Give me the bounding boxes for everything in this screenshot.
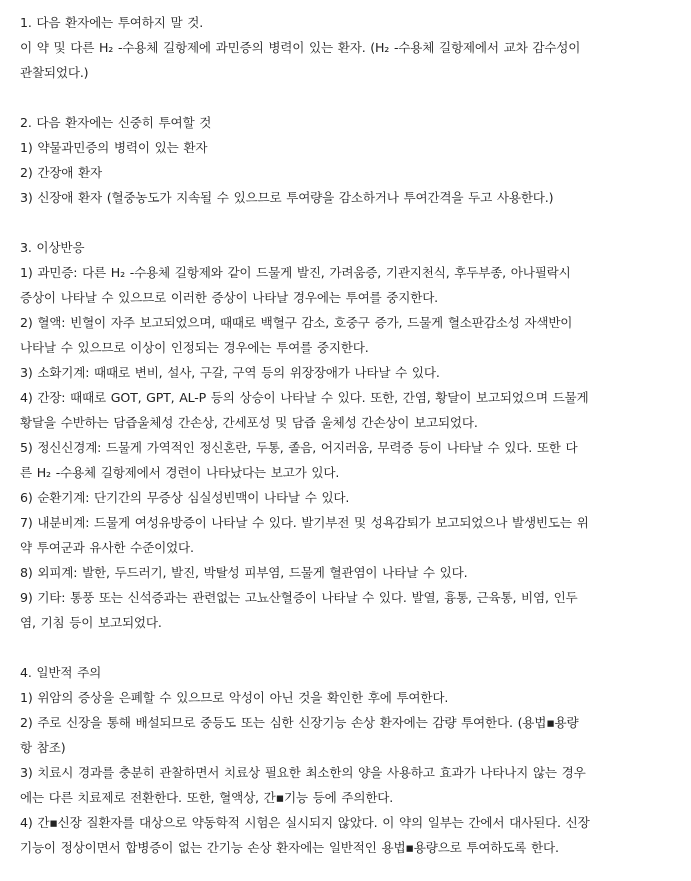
text-line: 6) 순환기계: 단기간의 무증상 심실성빈맥이 나타날 수 있다. (20, 490, 350, 505)
section-heading: 2. 다음 환자에는 신중히 투여할 것 (20, 115, 212, 130)
text-line: 4) 간▪신장 질환자를 대상으로 약동학적 시험은 실시되지 않았다. 이 약의 일부는 간에서 대사된다. 신장 (20, 815, 590, 830)
text-line: 7) 내분비계: 드물게 여성유방증이 나타날 수 있다. 발기부전 및 성욕감퇴가 보고되었으나 발생빈도는 위 (20, 515, 589, 530)
text-line: 이 약 및 다른 H₂ -수용체 길항제에 과민증의 병력이 있는 환자. (H₂ -수용체 길항제에서 교차 감수성이 (20, 40, 581, 55)
text-line: 1) 과민증: 다른 H₂ -수용체 길항제와 같이 드물게 발진, 가려움증, 기관지천식, 후두부종, 아나필락시 (20, 265, 571, 280)
text-line: 2) 혈액: 빈혈이 자주 보고되었으며, 때때로 백혈구 감소, 호중구 증가, 드물게 혈소판감소성 자색반이 (20, 315, 573, 330)
text-line: 2) 간장애 환자 (20, 165, 102, 180)
text-line: 황달을 수반하는 담즙울체성 간손상, 간세포성 및 담즙 울체성 간손상이 보고되었다. (20, 415, 478, 430)
section-heading: 1. 다음 환자에는 투여하지 말 것. (20, 15, 204, 30)
text-line: 에는 다른 치료제로 전환한다. 또한, 혈액상, 간▪기능 등에 주의한다. (20, 790, 394, 805)
text-line: 른 H₂ -수용체 길항제에서 경련이 나타났다는 보고가 있다. (20, 465, 340, 480)
text-line: 기능이 정상이면서 합병증이 없는 간기능 손상 환자에는 일반적인 용법▪용량으로 투여하도록 한다. (20, 840, 559, 855)
text-line: 나타날 수 있으므로 이상이 인정되는 경우에는 투여를 중지한다. (20, 340, 369, 355)
paragraph-spacer (20, 210, 681, 235)
section-contraindications (20, 10, 681, 85)
text-line: 염, 기침 등이 보고되었다. (20, 615, 162, 630)
text-line: 2) 주로 신장을 통해 배설되므로 중등도 또는 심한 신장기능 손상 환자에는 감량 투여한다. (용법▪용량 (20, 715, 579, 730)
text-line: 4) 간장: 때때로 GOT, GPT, AL-P 등의 상승이 나타날 수 있다. 또한, 간염, 황달이 보고되었으며 드물게 (20, 390, 589, 405)
text-line: 3) 신장애 환자 (혈중농도가 지속될 수 있으므로 투여량을 감소하거나 투여간격을 두고 사용한다.) (20, 190, 554, 205)
text-line: 약 투여군과 유사한 수준이었다. (20, 540, 194, 555)
text-line: 3) 소화기계: 때때로 변비, 설사, 구갈, 구역 등의 위장장애가 나타날 수 있다. (20, 365, 440, 380)
text-line: 증상이 나타날 수 있으므로 이러한 증상이 나타날 경우에는 투여를 중지한다. (20, 290, 438, 305)
text-line: 9) 기타: 통풍 또는 신석증과는 관련없는 고뇨산혈증이 나타날 수 있다. 발열, 흉통, 근육통, 비염, 인두 (20, 590, 578, 605)
section-heading: 3. 이상반응 (20, 240, 85, 255)
text-line: 3) 치료시 경과를 충분히 관찰하면서 치료상 필요한 최소한의 양을 사용하고 효과가 나타나지 않는 경우 (20, 765, 586, 780)
paragraph-spacer (20, 85, 681, 110)
section-general-precautions (20, 660, 681, 860)
section-careful-administration (20, 110, 681, 210)
text-line: 1) 약물과민증의 병력이 있는 환자 (20, 140, 208, 155)
text-line: 관찰되었다.) (20, 65, 89, 80)
text-line: 1) 위암의 증상을 은폐할 수 있으므로 악성이 아닌 것을 확인한 후에 투여한다. (20, 690, 449, 705)
text-line: 항 참조) (20, 740, 66, 755)
section-heading: 4. 일반적 주의 (20, 665, 102, 680)
section-adverse-reactions (20, 235, 681, 635)
paragraph-spacer (20, 635, 681, 660)
text-line: 5) 정신신경계: 드물게 가역적인 정신혼란, 두통, 졸음, 어지러움, 무력증 등이 나타날 수 있다. 또한 다 (20, 440, 578, 455)
text-line: 8) 외피계: 발한, 두드러기, 발진, 박탈성 피부염, 드물게 혈관염이 나타날 수 있다. (20, 565, 468, 580)
